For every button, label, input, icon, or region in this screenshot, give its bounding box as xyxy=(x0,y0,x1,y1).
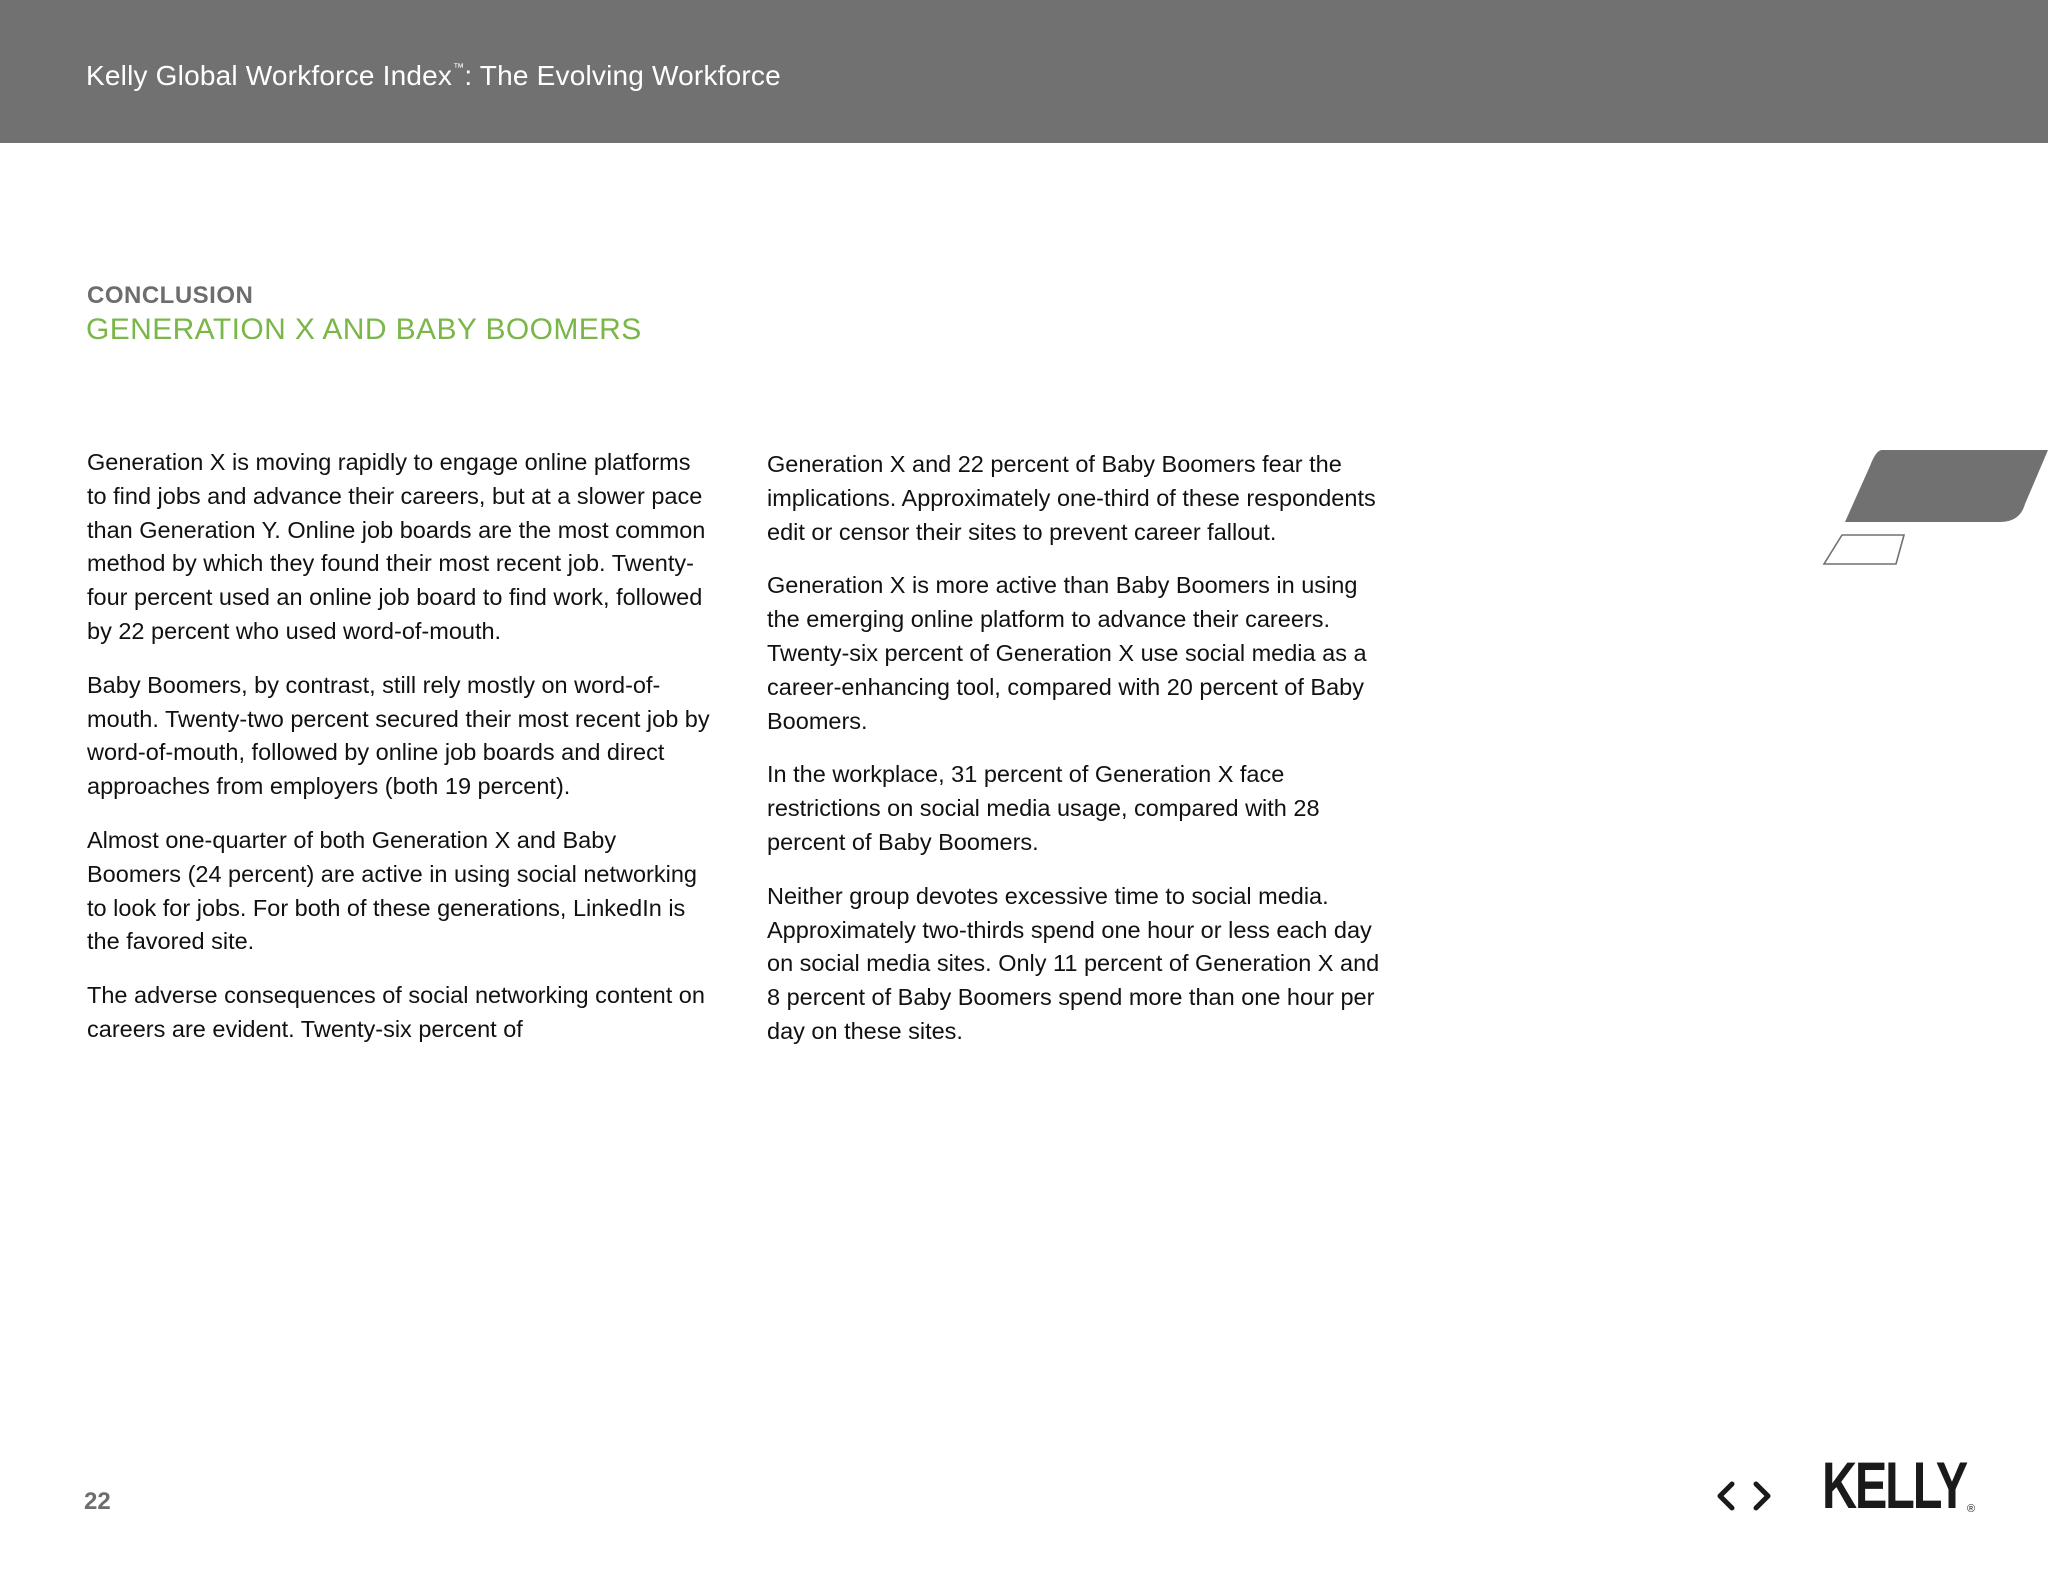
paragraph: Neither group devotes excessive time to social media. Approximately two-thirds spend one hour or less each day on social media sites. Only 11 percent of Generation X and 8 percent of Baby Boomers spend more than one hour per day on these sites. xyxy=(767,882,1380,1044)
paragraph: Almost one-quarter of both Generation X and Baby Boomers (24 percent) are active in using social networking to look for jobs. For both of these generations, LinkedIn is the favored site. xyxy=(87,826,697,955)
section-tab-decoration xyxy=(1820,450,2048,566)
paragraph: Generation X and 22 percent of Baby Boomers fear the implications. Approximately one-third of these respondents edit or censor their sites to prevent career fallout. xyxy=(767,451,1376,545)
chevron-left-icon xyxy=(1710,1474,1740,1518)
previous-page-button[interactable] xyxy=(1710,1474,1740,1518)
svg-text:KELLY: KELLY xyxy=(1822,1452,1968,1516)
paragraph: Baby Boomers, by contrast, still rely mostly on word-of-mouth. Twenty-two percent secured their most recent job by word-of-mouth, followed by online job boards and direct approaches from employers (both 19 percent). xyxy=(87,671,710,800)
kelly-logo xyxy=(1822,1452,1984,1516)
document-title-sub: : The Evolving Workforce xyxy=(464,60,781,91)
document-title xyxy=(86,60,781,92)
paragraph: Generation X is more active than Baby Boomers in using the emerging online platform to advance their careers. Twenty-six percent of Generation X use social media as a career-enhancing tool, compared with 20 percent of Baby Boomers. xyxy=(767,572,1367,734)
chevron-right-icon xyxy=(1748,1474,1778,1518)
section-tab-filled-shape xyxy=(1845,450,2048,522)
page-navigation xyxy=(1710,1474,1780,1518)
paragraph: Generation X is moving rapidly to engage online platforms to find jobs and advance their careers, but at a slower pace than Generation Y. Online job boards are the most common method by which they found their most recent job. Twenty-four percent used an online job board to find work, followed by 22 percent who used word-of-mouth. xyxy=(87,449,706,644)
header-bar xyxy=(0,0,2048,143)
trademark-symbol: ™ xyxy=(453,62,465,74)
section-tab-outline-shape xyxy=(1824,535,1904,564)
paragraph: In the workplace, 31 percent of Generation X face restrictions on social media usage, compared with 28 percent of Baby Boomers. xyxy=(767,761,1320,855)
section-kicker: CONCLUSION xyxy=(87,282,254,309)
section-title: GENERATION X AND BABY BOOMERS xyxy=(86,313,642,346)
next-page-button[interactable] xyxy=(1748,1474,1778,1518)
left-text-column xyxy=(87,446,712,1067)
page-number: 22 xyxy=(84,1488,111,1515)
svg-text:®: ® xyxy=(1967,1503,1976,1515)
document-title-main: Kelly Global Workforce Index xyxy=(86,60,453,91)
paragraph: The adverse consequences of social networking content on careers are evident. Twenty-six percent of xyxy=(87,982,705,1042)
right-text-column xyxy=(767,448,1392,1069)
